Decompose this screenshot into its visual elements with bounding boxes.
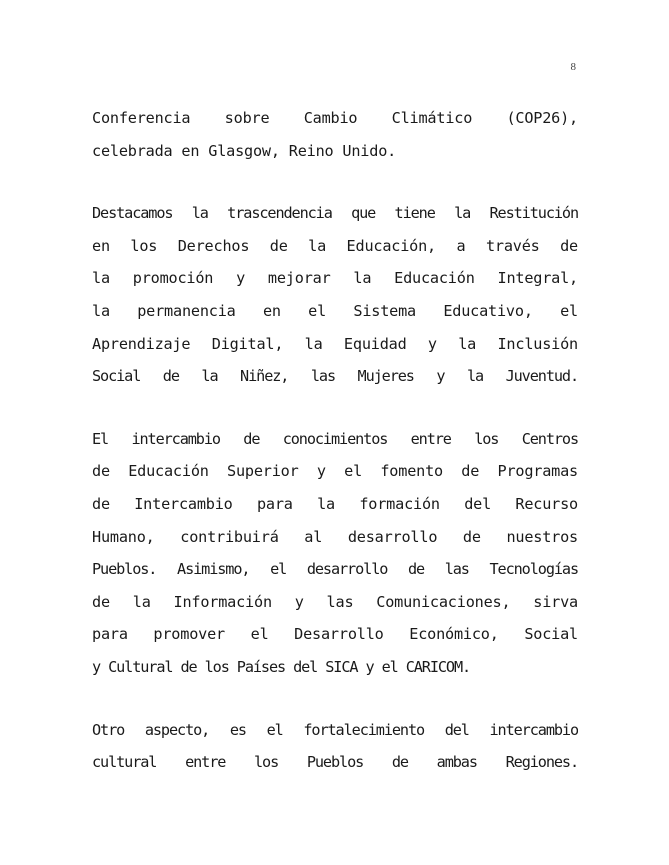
text-line: la promoción y mejorar la Educación Integral, <box>92 269 578 288</box>
text-line: la permanencia en el Sistema Educativo, el <box>92 301 578 320</box>
paragraph-knowledge-exchange <box>92 423 578 684</box>
text-line: de Intercambio para la formación del Recurso <box>92 494 578 513</box>
paragraph-cop26 <box>92 102 578 167</box>
paragraph-education-rights <box>92 197 578 393</box>
text-line: Otro aspecto, es el fortalecimiento del intercambio <box>92 720 578 739</box>
text-line: Social de la Niñez, las Mujeres y la Juventud. <box>92 367 578 386</box>
text-line: Pueblos. Asimismo, el desarrollo de las Tecnologías <box>92 560 578 579</box>
text-line: El intercambio de conocimientos entre los Centros <box>92 429 578 448</box>
text-line: Aprendizaje Digital, la Equidad y la Inclusión <box>92 334 578 353</box>
page-number: 8 <box>570 61 576 73</box>
text-line: Conferencia sobre Cambio Climático (COP26), <box>92 109 578 127</box>
body-text <box>92 102 578 809</box>
text-line: de Educación Superior y el fomento de Programas <box>92 462 578 481</box>
text-line: y Cultural de los Países del SICA y el CARICOM. <box>92 657 471 676</box>
text-line: celebrada en Glasgow, Reino Unido. <box>92 141 397 160</box>
text-line: cultural entre los Pueblos de ambas Regiones. <box>92 753 578 772</box>
text-line: Destacamos la trascendencia que tiene la Restitución <box>92 204 578 223</box>
text-line: en los Derechos de la Educación, a través de <box>92 236 578 255</box>
text-line: de la Información y las Comunicaciones, sirva <box>92 592 578 611</box>
paragraph-cultural-exchange <box>92 714 578 779</box>
text-line: para promover el Desarrollo Económico, Social <box>92 625 578 644</box>
text-line: Humano, contribuirá al desarrollo de nuestros <box>92 527 578 546</box>
